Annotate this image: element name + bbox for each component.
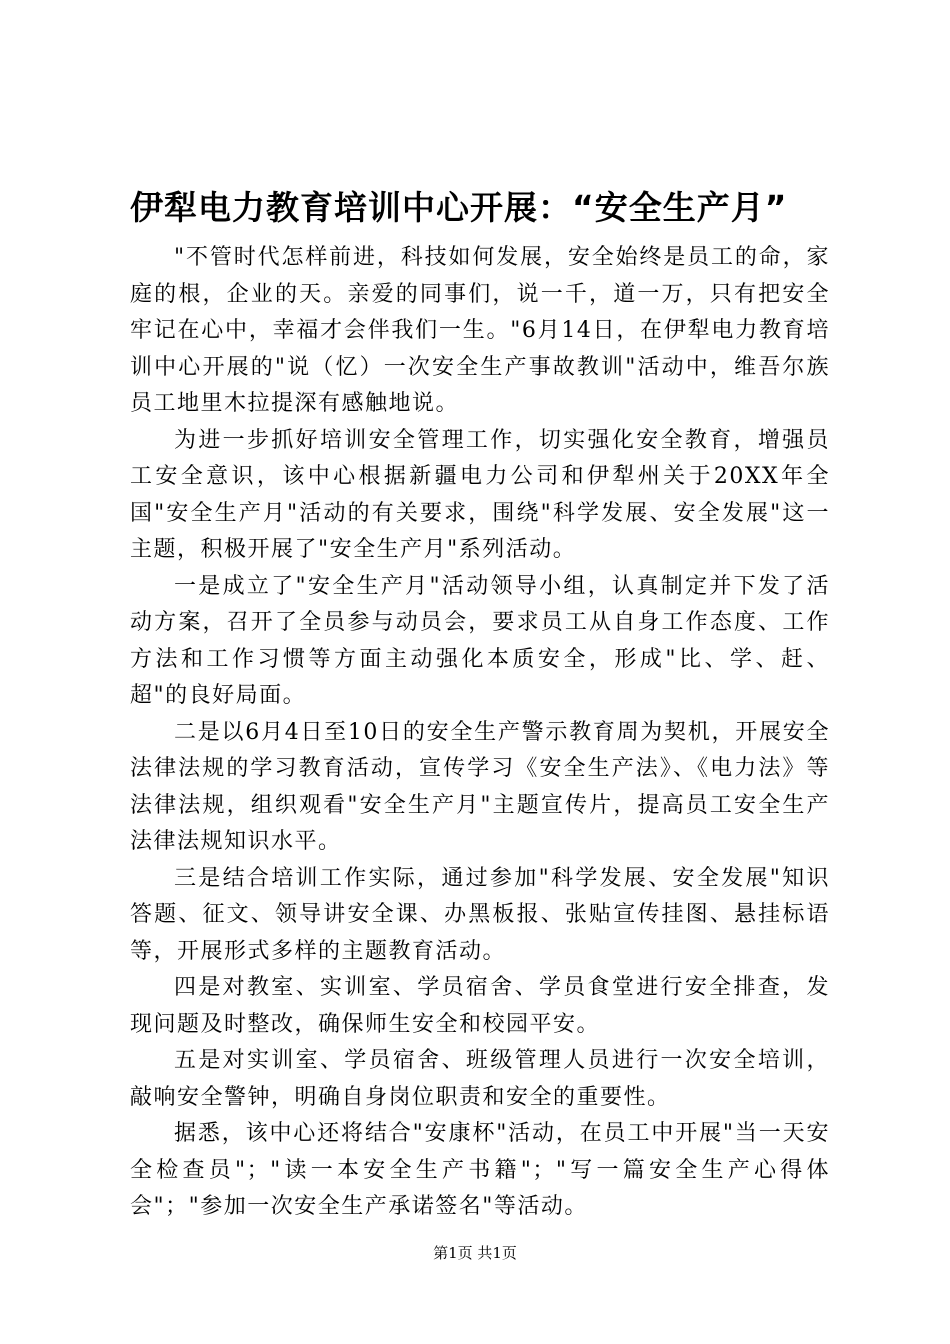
paragraph-item-3: 三是结合培训工作实际，通过参加"科学发展、安全发展"知识答题、征文、领导讲安全课、办黑板报、张贴宣传挂图、悬挂标语等，开展形式多样的主题教育活动。 <box>130 865 830 964</box>
paragraph-quote: "不管时代怎样前进，科技如何发展，安全始终是员工的命，家庭的根，企业的天。亲爱的同事们，说一千，道一万，只有把安全牢记在心中，幸福才会伴我们一生。"6月14日，在伊犁电力教育培训中心开展的"说（忆）一次安全生产事故教训"活动中，维吾尔族员工地里木拉提深有感触地说。 <box>130 245 830 416</box>
document-title: 伊犁电力教育培训中心开展：“安全生产月” <box>130 188 788 227</box>
paragraph-closing: 据悉，该中心还将结合"安康杯"活动，在员工中开展"当一天安全检查员"；"读一本安全生产书籍"；"写一篇安全生产心得体会"；"参加一次安全生产承诺签名"等活动。 <box>130 1121 830 1219</box>
document-body <box>130 240 830 1226</box>
page-footer: 第1页 共1页 <box>433 1244 517 1262</box>
paragraph-intro: 为进一步抓好培训安全管理工作，切实强化安全教育，增强员工安全意识，该中心根据新疆电力公司和伊犁州关于20XX年全国"安全生产月"活动的有关要求，围绕"科学发展、安全发展"这一主题，积极开展了"安全生产月"系列活动。 <box>130 427 830 562</box>
paragraph-item-2: 二是以6月4日至10日的安全生产警示教育周为契机，开展安全法律法规的学习教育活动，宣传学习《安全生产法》、《电力法》等法律法规，组织观看"安全生产月"主题宣传片，提高员工安全生产法律法规知识水平。 <box>130 719 830 854</box>
paragraph-item-1: 一是成立了"安全生产月"活动领导小组，认真制定并下发了活动方案，召开了全员参与动员会，要求员工从自身工作态度、工作方法和工作习惯等方面主动强化本质安全，形成"比、学、赶、超"的良好局面。 <box>130 573 830 708</box>
paragraph-item-4: 四是对教室、实训室、学员宿舍、学员食堂进行安全排查，发现问题及时整改，确保师生安全和校园平安。 <box>130 975 830 1037</box>
paragraph-item-5: 五是对实训室、学员宿舍、班级管理人员进行一次安全培训，敲响安全警钟，明确自身岗位职责和安全的重要性。 <box>130 1048 830 1110</box>
